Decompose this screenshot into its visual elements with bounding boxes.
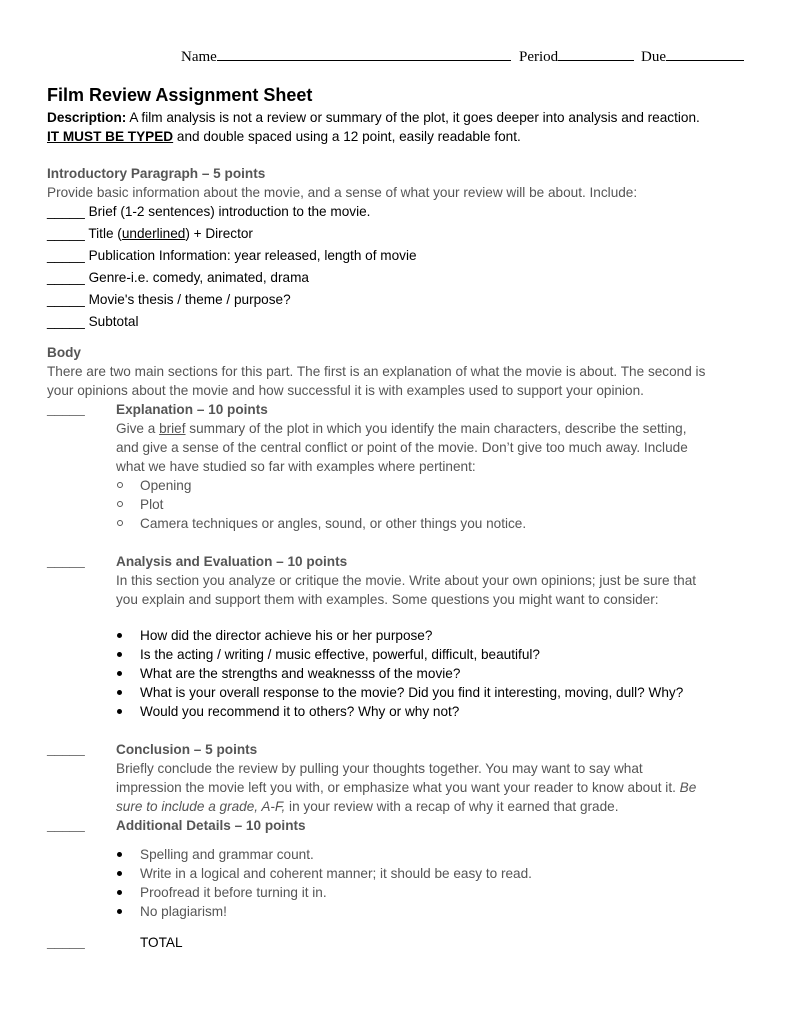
additional-item: No plagiarism! [140, 904, 227, 919]
conclusion-blank[interactable]: _____ [47, 742, 85, 757]
intro-item-subtotal [47, 312, 138, 331]
analysis-blank[interactable]: _____ [47, 554, 85, 569]
additional-item: Spelling and grammar count. [140, 847, 314, 862]
page-title: Film Review Assignment Sheet [47, 85, 313, 105]
name-field[interactable] [181, 47, 511, 66]
intro-item-thesis [47, 290, 291, 309]
bullet-icon [117, 633, 122, 638]
item-label: Subtotal [84, 314, 139, 329]
score-blank[interactable]: _____ [47, 314, 85, 329]
description-line-1 [47, 108, 700, 127]
typed-requirement: IT MUST BE TYPED [47, 129, 174, 144]
text-italic: sure to include a grade, A-F, [116, 799, 286, 814]
conclusion-line-2 [116, 778, 696, 797]
description-label: Description: [47, 110, 127, 125]
circle-bullet-icon [117, 520, 123, 526]
score-blank[interactable]: _____ [47, 226, 85, 241]
period-field[interactable] [519, 47, 634, 66]
analysis-question: What are the strengths and weaknesss of the movie? [140, 666, 461, 681]
score-blank[interactable]: _____ [47, 292, 85, 307]
period-label: Period [519, 49, 559, 65]
item-label: Genre-i.e. comedy, animated, drama [84, 270, 309, 285]
analysis-question: Is the acting / writing / music effective, powerful, difficult, beautiful? [140, 647, 540, 662]
due-blank[interactable] [666, 47, 744, 61]
explanation-sub-item: Opening [140, 478, 192, 493]
text: summary of the plot in which you identify the main characters, describe the setting, [185, 421, 687, 436]
bullet-icon [117, 871, 122, 876]
item-label: Brief (1-2 sentences) introduction to the movie. [84, 204, 371, 219]
text-underlined: brief [159, 421, 186, 436]
intro-text: Provide basic information about the movie, and a sense of what your review will be about. Include: [47, 185, 638, 200]
analysis-question: How did the director achieve his or her purpose? [140, 628, 433, 643]
circle-bullet-icon [117, 482, 123, 488]
bullet-icon [117, 671, 122, 676]
score-blank[interactable]: _____ [47, 270, 85, 285]
item-label: Title ( [84, 226, 122, 241]
explanation-blank[interactable]: _____ [47, 402, 85, 417]
intro-item-title [47, 224, 253, 243]
explanation-sub-item: Camera techniques or angles, sound, or other things you notice. [140, 516, 527, 531]
explanation-line-1 [116, 419, 686, 438]
explanation-sub-item: Plot [140, 497, 164, 512]
item-label: Movie's thesis / theme / purpose? [84, 292, 291, 307]
name-blank[interactable] [217, 47, 511, 61]
analysis-line-1: In this section you analyze or critique the movie. Write about your own opinions; just be sure that [116, 573, 697, 588]
period-blank[interactable] [558, 47, 634, 61]
description-text: A film analysis is not a review or summary of the plot, it goes deeper into analysis and reaction. [126, 110, 700, 125]
circle-bullet-icon [117, 501, 123, 507]
due-field[interactable] [641, 47, 744, 66]
text: impression the movie left you with, or emphasize what you want your reader to know about it. [116, 780, 680, 795]
name-label: Name [181, 49, 217, 65]
conclusion-line-1: Briefly conclude the review by pulling your thoughts together. You may want to say what [116, 761, 643, 776]
body-text-2: your opinions about the movie and how successful it is with examples used to support your opinion. [47, 383, 644, 398]
bullet-icon [117, 909, 122, 914]
explanation-line-3: what we have studied so far with examples where pertinent: [116, 459, 476, 474]
analysis-question: What is your overall response to the movie? Did you find it interesting, moving, dull? Why? [140, 685, 684, 700]
total-label: TOTAL [140, 935, 183, 950]
conclusion-line-3 [116, 797, 619, 816]
item-label: ) + Director [185, 226, 253, 241]
bullet-icon [117, 690, 122, 695]
analysis-question: Would you recommend it to others? Why or why not? [140, 704, 460, 719]
additional-item: Write in a logical and coherent manner; it should be easy to read. [140, 866, 532, 881]
bullet-icon [117, 890, 122, 895]
score-blank[interactable]: _____ [47, 248, 85, 263]
additional-blank[interactable]: _____ [47, 818, 85, 833]
description-text-2: and double spaced using a 12 point, easily readable font. [173, 129, 521, 144]
explanation-heading: Explanation – 10 points [116, 402, 268, 417]
conclusion-heading: Conclusion – 5 points [116, 742, 258, 757]
bullet-icon [117, 709, 122, 714]
intro-item-brief [47, 202, 370, 221]
item-label-underlined: underlined [121, 226, 186, 241]
score-blank[interactable]: _____ [47, 204, 85, 219]
description-line-2 [47, 127, 521, 146]
analysis-heading: Analysis and Evaluation – 10 points [116, 554, 348, 569]
body-text-1: There are two main sections for this part. The first is an explanation of what the movie is about. The second is [47, 364, 706, 379]
additional-heading: Additional Details – 10 points [116, 818, 306, 833]
intro-item-publication [47, 246, 417, 265]
text: in your review with a recap of why it earned that grade. [285, 799, 619, 814]
bullet-icon [117, 852, 122, 857]
intro-heading: Introductory Paragraph – 5 points [47, 166, 266, 181]
explanation-line-2: and give a sense of the central conflict or point of the movie. Don’t give too much away. Include [116, 440, 688, 455]
item-label: Publication Information: year released, length of movie [84, 248, 417, 263]
analysis-line-2: you explain and support them with examples. Some questions you might want to consider: [116, 592, 659, 607]
bullet-icon [117, 652, 122, 657]
text: Give a [116, 421, 160, 436]
due-label: Due [641, 49, 666, 65]
intro-item-genre [47, 268, 309, 287]
body-heading: Body [47, 345, 81, 360]
total-blank[interactable]: _____ [47, 935, 85, 950]
text-italic: Be [679, 780, 697, 795]
additional-item: Proofread it before turning it in. [140, 885, 327, 900]
